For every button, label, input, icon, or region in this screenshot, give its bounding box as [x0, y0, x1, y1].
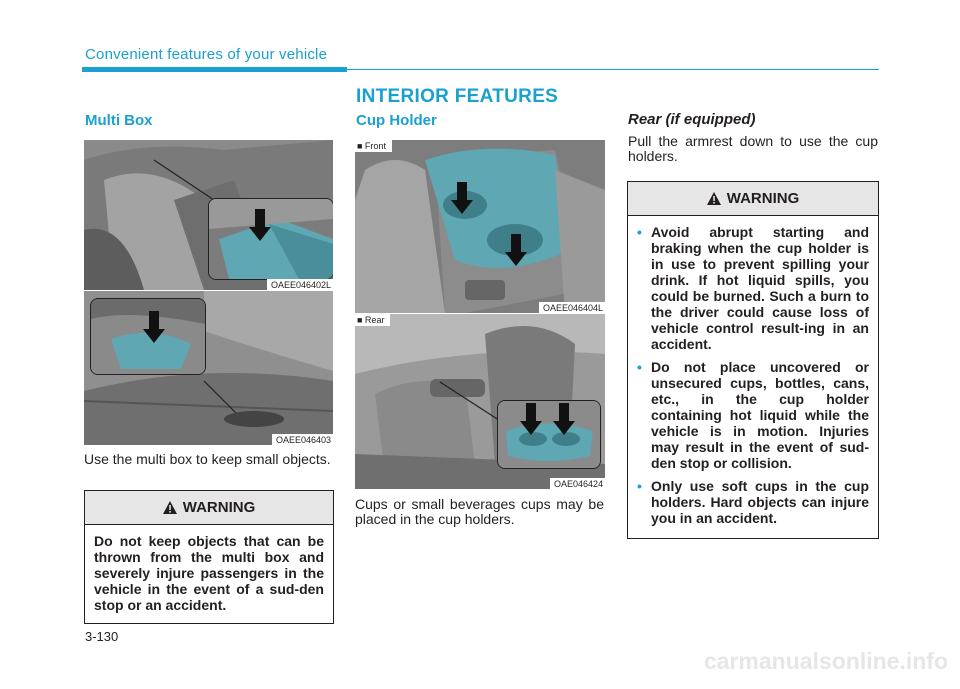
multi-box-inset-illustration	[209, 199, 333, 279]
figure-tag: ■ Rear	[355, 314, 390, 326]
warning-triangle-icon	[707, 192, 721, 205]
warning-item-text: Avoid abrupt starting and braking when the cup holder is in use to prevent spilling your drink. If hot liquid spills, you could be burned. Such a burn to the driver could cause loss of vehicle control result-ing in an accident.	[651, 224, 869, 352]
warning-item	[637, 224, 869, 352]
bullet-icon: •	[637, 359, 642, 375]
warning-item	[637, 478, 869, 526]
multi-box-heading: Multi Box	[85, 112, 153, 129]
cup-holder-rear-figure	[355, 314, 605, 489]
chapter-title: Convenient features of your vehicle	[85, 46, 328, 63]
figure-code: OAEE046402L	[267, 279, 333, 290]
warning-title: WARNING	[726, 190, 800, 207]
arrow-down-icon	[520, 403, 542, 435]
warning-list	[637, 224, 869, 526]
arrow-down-icon	[249, 209, 271, 241]
warning-text: Do not keep objects that can be thrown from the multi box and severely injure passengers in the vehicle in the event of a sud-den stop or an accident.	[94, 533, 324, 613]
warning-list-container	[628, 216, 878, 541]
warning-title: WARNING	[182, 499, 256, 516]
bullet-icon: •	[637, 224, 642, 240]
rear-cup-holder-inset	[497, 400, 601, 469]
front-cup-holder-illustration	[355, 140, 605, 313]
rear-text: Pull the armrest down to use the cup holders.	[628, 133, 878, 164]
figure-tag: ■ Front	[355, 140, 392, 152]
arrow-down-icon	[143, 311, 165, 343]
cup-holder-heading: Cup Holder	[356, 112, 437, 129]
header-bar	[82, 67, 347, 72]
warning-item-text: Only use soft cups in the cup holders. Hard objects can injure you in an accident.	[651, 478, 869, 526]
figure-code: OAE046424	[550, 478, 605, 489]
figure-code: OAEE046403	[272, 434, 333, 445]
arrow-down-icon	[505, 234, 527, 266]
multi-box-figure-1	[84, 140, 333, 290]
warning-header	[628, 182, 878, 216]
watermark: carmanualsonline.info	[703, 648, 948, 674]
header-rule	[347, 69, 879, 70]
cup-holder-front-figure	[355, 140, 605, 313]
warning-triangle-icon	[163, 501, 177, 514]
multi-box-warning	[84, 490, 334, 624]
arrow-down-icon	[553, 403, 575, 435]
page-number: 3-130	[85, 629, 119, 644]
multi-box-text: Use the multi box to keep small objects.	[84, 451, 331, 467]
warning-header	[85, 491, 333, 525]
bullet-icon: •	[637, 478, 642, 494]
section-title: INTERIOR FEATURES	[356, 86, 559, 107]
console-tray-inset	[90, 298, 206, 375]
figure-code: OAEE046404L	[539, 302, 605, 313]
multi-box-inset	[208, 198, 333, 280]
rear-warning	[627, 181, 879, 539]
multi-box-figure-2	[84, 291, 333, 445]
warning-item-text: Do not place uncovered or unsecured cups, bottles, cans, etc., in the cup holder containing hot liquid while the vehicle is in motion. Injuries may result in the event of sud-den stop or collision.	[651, 359, 869, 471]
rear-cup-holder-inset-illustration	[498, 401, 600, 468]
rear-heading: Rear (if equipped)	[628, 111, 756, 128]
arrow-down-icon	[451, 182, 473, 214]
warning-item	[637, 359, 869, 471]
cup-holder-text: Cups or small beverages cups may be placed in the cup holders.	[355, 496, 604, 527]
